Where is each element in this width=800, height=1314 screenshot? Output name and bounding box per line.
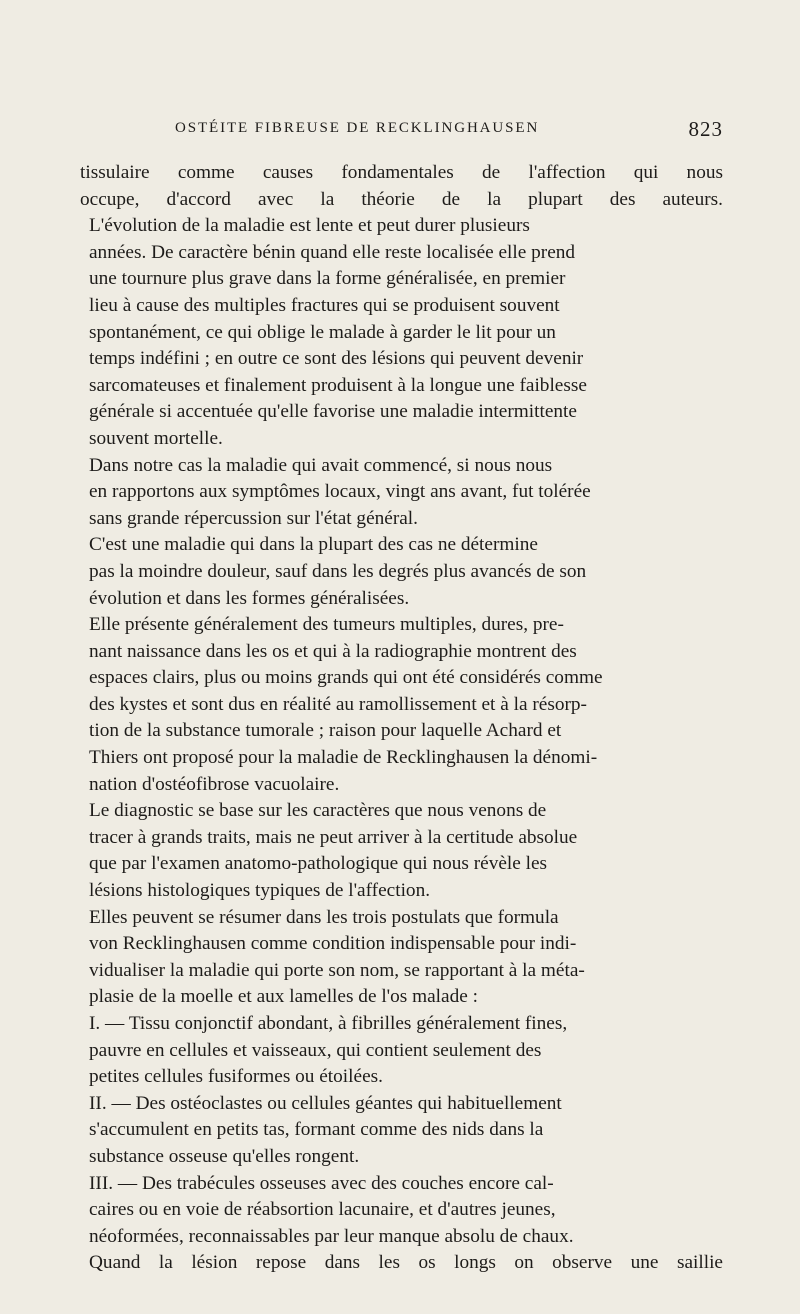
- text-line: sarcomateuses et finalement produisent à la longue une faiblesse: [89, 374, 587, 396]
- body-text: [80, 160, 723, 1277]
- text-line: Elles peuvent se résumer dans les trois postulats que formula: [89, 906, 559, 928]
- text-line: une tournure plus grave dans la forme généralisée, en premier: [89, 268, 566, 290]
- text-line: pas la moindre douleur, sauf dans les degrés plus avancés de son: [89, 560, 587, 582]
- text-line: lésions histologiques typiques de l'affection.: [89, 880, 431, 902]
- paragraph: [80, 1171, 723, 1251]
- paragraph: [80, 612, 723, 798]
- text-line: spontanément, ce qui oblige le malade à garder le lit pour un: [89, 321, 556, 343]
- text-line: tion de la substance tumorale ; raison pour laquelle Achard et: [89, 720, 562, 742]
- paragraph: [80, 1011, 723, 1091]
- text-line: nant naissance dans les os et qui à la radiographie montrent des: [89, 640, 577, 662]
- text-line: von Recklinghausen comme condition indispensable pour indi-: [89, 933, 577, 955]
- paragraph: [80, 1091, 723, 1171]
- running-head: [80, 117, 723, 145]
- text-line: C'est une maladie qui dans la plupart des cas ne détermine: [89, 534, 538, 556]
- text-line: III. — Des trabécules osseuses avec des couches encore cal-: [89, 1172, 554, 1194]
- text-line: caires ou en voie de réabsortion lacunaire, et d'autres jeunes,: [89, 1199, 556, 1221]
- text-line: occupe, d'accord avec la théorie de la plupart des auteurs.: [80, 188, 723, 210]
- text-line: évolution et dans les formes généralisées.: [89, 587, 410, 609]
- text-line: nation d'ostéofibrose vacuolaire.: [89, 773, 340, 795]
- paragraph: [80, 160, 723, 213]
- paragraph: [80, 905, 723, 1011]
- paragraph: [80, 798, 723, 904]
- page-number: 823: [688, 117, 723, 141]
- text-line: L'évolution de la maladie est lente et peut durer plusieurs: [89, 215, 530, 237]
- text-line: Thiers ont proposé pour la maladie de Recklinghausen la dénomi-: [89, 747, 598, 769]
- paragraph: [80, 453, 723, 533]
- text-line: Elle présente généralement des tumeurs multiples, dures, pre-: [89, 614, 564, 636]
- paragraph: [80, 1250, 723, 1277]
- text-line: que par l'examen anatomo-pathologique qui nous révèle les: [89, 853, 548, 875]
- text-line: I. — Tissu conjonctif abondant, à fibrilles généralement fines,: [89, 1013, 568, 1034]
- text-line: en rapportons aux symptômes locaux, vingt ans avant, fut tolérée: [89, 481, 591, 503]
- paragraph: [80, 213, 723, 452]
- text-line: vidualiser la maladie qui porte son nom, se rapportant à la méta-: [89, 959, 585, 981]
- text-line: souvent mortelle.: [89, 427, 223, 449]
- paragraph: [80, 532, 723, 612]
- text-line: tracer à grands traits, mais ne peut arriver à la certitude absolue: [89, 826, 578, 848]
- text-line: espaces clairs, plus ou moins grands qui ont été considérés comme: [89, 667, 603, 689]
- running-title: OSTÉITE FIBREUSE DE RECKLINGHAUSEN: [175, 120, 540, 136]
- text-line: Quand la lésion repose dans les os longs on observe une saillie: [89, 1252, 723, 1274]
- text-line: sans grande répercussion sur l'état général.: [89, 507, 418, 529]
- text-line: II. — Des ostéoclastes ou cellules géantes qui habituellement: [89, 1092, 562, 1114]
- text-line: lieu à cause des multiples fractures qui se produisent souvent: [89, 294, 560, 316]
- text-line: générale si accentuée qu'elle favorise une maladie intermittente: [89, 401, 577, 423]
- text-line: substance osseuse qu'elles rongent.: [89, 1145, 360, 1167]
- text-line: plasie de la moelle et aux lamelles de l'os malade :: [89, 986, 478, 1008]
- text-line: Dans notre cas la maladie qui avait commencé, si nous nous: [89, 454, 553, 476]
- text-line: petites cellules fusiformes ou étoilées.: [89, 1066, 383, 1088]
- text-line: néoformées, reconnaissables par leur manque absolu de chaux.: [89, 1225, 574, 1247]
- text-line: années. De caractère bénin quand elle reste localisée elle prend: [89, 241, 576, 263]
- text-line: Le diagnostic se base sur les caractères que nous venons de: [89, 800, 547, 822]
- text-line: des kystes et sont dus en réalité au ramollissement et à la résorp-: [89, 693, 587, 715]
- text-line: pauvre en cellules et vaisseaux, qui contient seulement des: [89, 1039, 542, 1061]
- text-line: tissulaire comme causes fondamentales de l'affection qui nous: [80, 162, 723, 183]
- text-line: s'accumulent en petits tas, formant comme des nids dans la: [89, 1119, 544, 1141]
- text-line: temps indéfini ; en outre ce sont des lésions qui peuvent devenir: [89, 348, 584, 370]
